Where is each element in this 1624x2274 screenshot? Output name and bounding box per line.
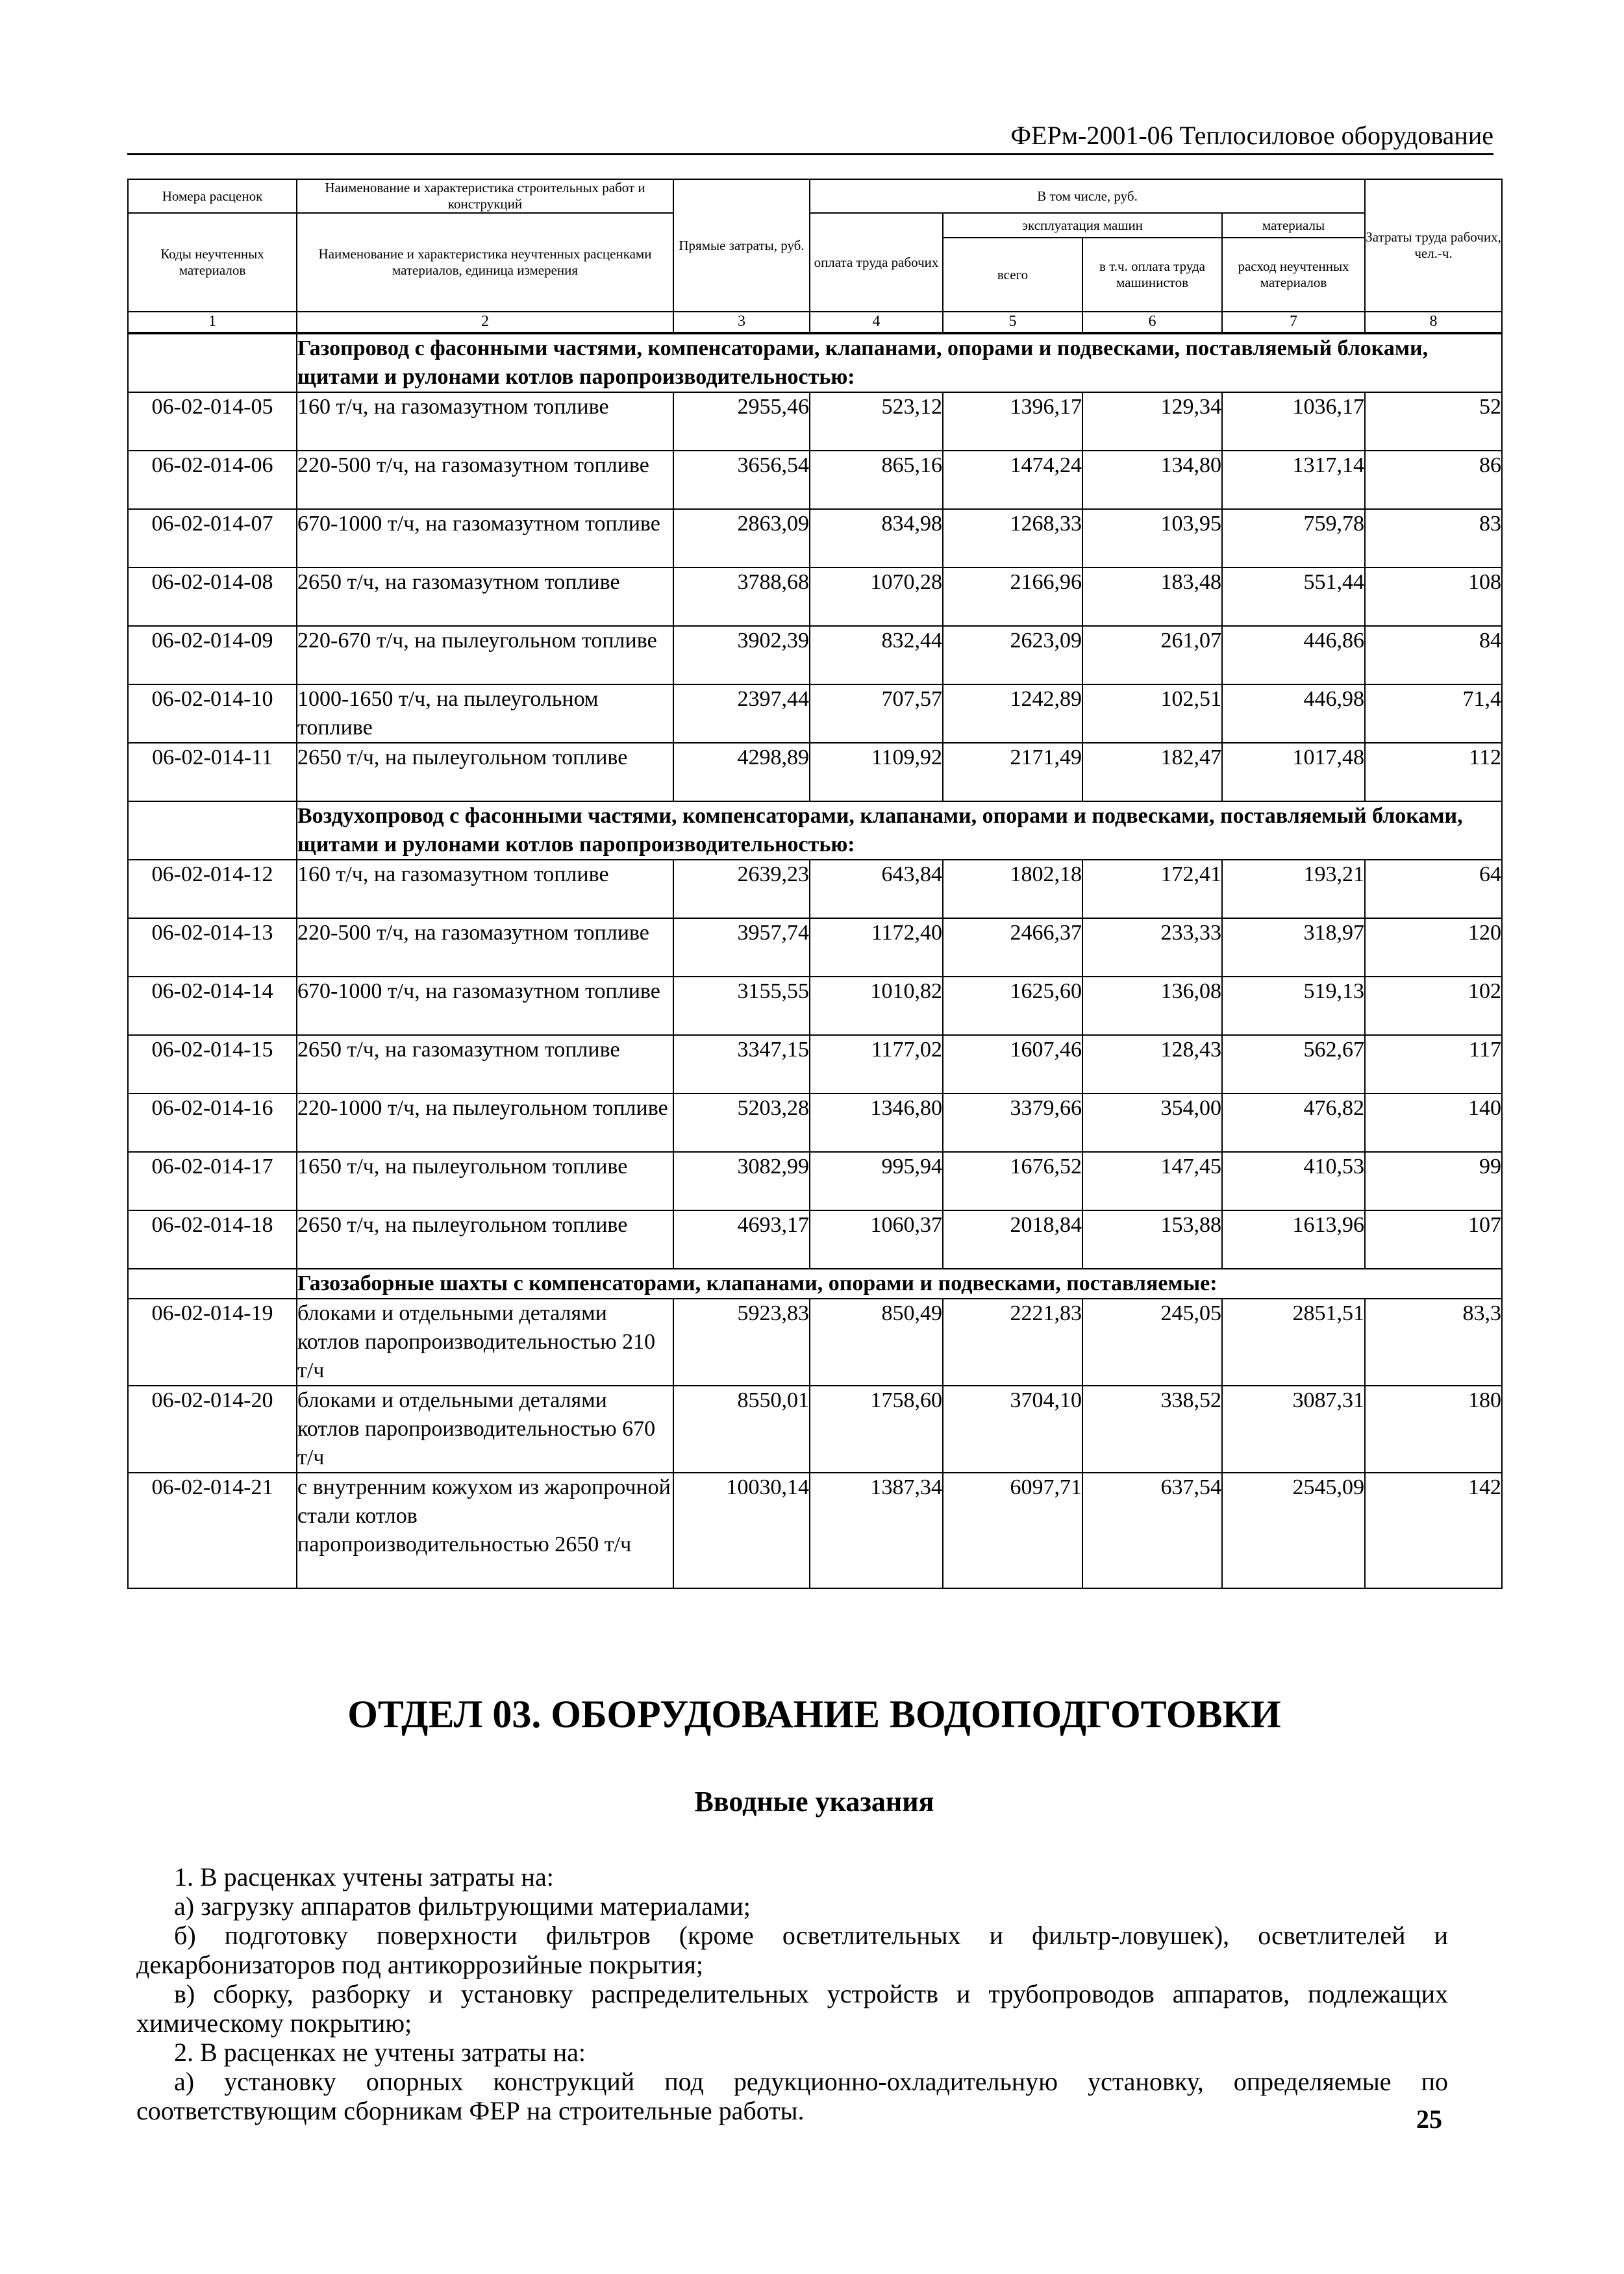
table-row xyxy=(128,977,1502,1035)
machinist-wages: 136,08 xyxy=(1082,977,1222,1035)
table-row xyxy=(128,509,1502,568)
table-row xyxy=(128,918,1502,977)
intro-paragraph: а) загрузку аппаратов фильтрующими материалами; xyxy=(174,1892,751,1921)
rate-code: 06-02-014-14 xyxy=(128,977,297,1035)
direct-costs: 8550,01 xyxy=(673,1386,810,1473)
machinist-wages: 338,52 xyxy=(1082,1386,1222,1473)
work-name: 160 т/ч, на газомазутном топливе xyxy=(297,392,673,451)
column-number: 7 xyxy=(1222,312,1365,333)
table-head xyxy=(128,179,1502,312)
direct-costs: 3957,74 xyxy=(673,918,810,977)
machine-costs: 1625,60 xyxy=(943,977,1082,1035)
labor-hours: 108 xyxy=(1365,568,1502,626)
table-row xyxy=(128,1152,1502,1210)
rate-code: 06-02-014-08 xyxy=(128,568,297,626)
section-row xyxy=(128,801,1502,860)
machine-costs: 3379,66 xyxy=(943,1093,1082,1152)
machinist-wages: 183,48 xyxy=(1082,568,1222,626)
table-row xyxy=(128,392,1502,451)
direct-costs: 3082,99 xyxy=(673,1152,810,1210)
rate-code: 06-02-014-11 xyxy=(128,743,297,801)
material-costs: 1317,14 xyxy=(1222,451,1365,509)
table-row xyxy=(128,1473,1502,1588)
head-group-total: В том числе, руб. xyxy=(810,179,1365,213)
table-row xyxy=(128,451,1502,509)
machinist-wages: 172,41 xyxy=(1082,860,1222,918)
machinist-wages: 245,05 xyxy=(1082,1299,1222,1386)
material-costs: 446,98 xyxy=(1222,684,1365,743)
labor-hours: 64 xyxy=(1365,860,1502,918)
table-row xyxy=(128,684,1502,743)
direct-costs: 10030,14 xyxy=(673,1473,810,1588)
direct-costs: 3902,39 xyxy=(673,626,810,684)
table-row xyxy=(128,1093,1502,1152)
intro-paragraph: 2. В расценках не учтены затраты на: xyxy=(174,2038,586,2067)
material-costs: 410,53 xyxy=(1222,1152,1365,1210)
head-group-machines: эксплуатация машин xyxy=(943,213,1222,238)
rate-code: 06-02-014-18 xyxy=(128,1210,297,1269)
machinist-wages: 637,54 xyxy=(1082,1473,1222,1588)
machine-costs: 1242,89 xyxy=(943,684,1082,743)
machinist-wages: 182,47 xyxy=(1082,743,1222,801)
work-name: блоками и отдельными деталями котлов паропроизводительностью 210 т/ч xyxy=(297,1299,673,1386)
labor-hours: 180 xyxy=(1365,1386,1502,1473)
machinist-wages: 129,34 xyxy=(1082,392,1222,451)
table-row xyxy=(128,1386,1502,1473)
work-name: 220-500 т/ч, на газомазутном топливе xyxy=(297,451,673,509)
direct-costs: 4693,17 xyxy=(673,1210,810,1269)
labor-hours: 52 xyxy=(1365,392,1502,451)
labor-wages: 995,94 xyxy=(810,1152,943,1210)
labor-wages: 1109,92 xyxy=(810,743,943,801)
column-number: 2 xyxy=(297,312,673,333)
direct-costs: 2955,46 xyxy=(673,392,810,451)
section-title: Воздухопровод с фасонными частями, компенсаторами, клапанами, опорами и подвесками, поставляемый блоками, щитами и рулонами котлов паропроизводительностью: xyxy=(297,801,1502,860)
direct-costs: 2397,44 xyxy=(673,684,810,743)
work-name: 2650 т/ч, на газомазутном топливе xyxy=(297,568,673,626)
material-costs: 551,44 xyxy=(1222,568,1365,626)
column-number: 6 xyxy=(1082,312,1222,333)
labor-hours: 86 xyxy=(1365,451,1502,509)
labor-hours: 112 xyxy=(1365,743,1502,801)
direct-costs: 3656,54 xyxy=(673,451,810,509)
material-costs: 446,86 xyxy=(1222,626,1365,684)
machinist-wages: 128,43 xyxy=(1082,1035,1222,1093)
machine-costs: 2466,37 xyxy=(943,918,1082,977)
machine-costs: 1268,33 xyxy=(943,509,1082,568)
head-col5: всего xyxy=(943,238,1082,312)
column-number: 4 xyxy=(810,312,943,333)
section-spacer xyxy=(128,1269,297,1299)
intro-body xyxy=(136,1862,1448,2125)
material-costs: 318,97 xyxy=(1222,918,1365,977)
column-number: 1 xyxy=(128,312,297,333)
rate-code: 06-02-014-07 xyxy=(128,509,297,568)
direct-costs: 3155,55 xyxy=(673,977,810,1035)
machine-costs: 2171,49 xyxy=(943,743,1082,801)
rate-code: 06-02-014-21 xyxy=(128,1473,297,1588)
intro-paragraph: 1. В расценках учтены затраты на: xyxy=(174,1862,554,1892)
column-number: 8 xyxy=(1365,312,1502,333)
rates-table-container xyxy=(127,179,1501,1589)
head-col7: расход неучтенных материалов xyxy=(1222,238,1365,312)
section-row xyxy=(128,1269,1502,1299)
labor-wages: 643,84 xyxy=(810,860,943,918)
machinist-wages: 354,00 xyxy=(1082,1093,1222,1152)
labor-hours: 83 xyxy=(1365,509,1502,568)
machinist-wages: 103,95 xyxy=(1082,509,1222,568)
material-costs: 2545,09 xyxy=(1222,1473,1365,1588)
work-name: 220-1000 т/ч, на пылеугольном топливе xyxy=(297,1093,673,1152)
rates-table xyxy=(127,179,1503,1589)
machinist-wages: 134,80 xyxy=(1082,451,1222,509)
machine-costs: 1474,24 xyxy=(943,451,1082,509)
work-name: 2650 т/ч, на газомазутном топливе xyxy=(297,1035,673,1093)
work-name: 1650 т/ч, на пылеугольном топливе xyxy=(297,1152,673,1210)
rate-code: 06-02-014-19 xyxy=(128,1299,297,1386)
head-col1-bottom: Коды неучтенных материалов xyxy=(128,213,297,312)
table-row xyxy=(128,743,1502,801)
rate-code: 06-02-014-17 xyxy=(128,1152,297,1210)
machine-costs: 1676,52 xyxy=(943,1152,1082,1210)
machine-costs: 2018,84 xyxy=(943,1210,1082,1269)
intro-title: Вводные указания xyxy=(694,1786,934,1818)
section-spacer xyxy=(128,801,297,860)
material-costs: 759,78 xyxy=(1222,509,1365,568)
labor-hours: 102 xyxy=(1365,977,1502,1035)
table-row xyxy=(128,568,1502,626)
labor-hours: 84 xyxy=(1365,626,1502,684)
rate-code: 06-02-014-16 xyxy=(128,1093,297,1152)
labor-wages: 707,57 xyxy=(810,684,943,743)
rate-code: 06-02-014-12 xyxy=(128,860,297,918)
machine-costs: 2623,09 xyxy=(943,626,1082,684)
material-costs: 1017,48 xyxy=(1222,743,1365,801)
material-costs: 476,82 xyxy=(1222,1093,1365,1152)
material-costs: 1613,96 xyxy=(1222,1210,1365,1269)
work-name: 2650 т/ч, на пылеугольном топливе xyxy=(297,743,673,801)
labor-wages: 865,16 xyxy=(810,451,943,509)
rate-code: 06-02-014-10 xyxy=(128,684,297,743)
work-name: 2650 т/ч, на пылеугольном топливе xyxy=(297,1210,673,1269)
machine-costs: 1607,46 xyxy=(943,1035,1082,1093)
direct-costs: 5203,28 xyxy=(673,1093,810,1152)
table-row xyxy=(128,860,1502,918)
work-name: 220-500 т/ч, на газомазутном топливе xyxy=(297,918,673,977)
machine-costs: 1802,18 xyxy=(943,860,1082,918)
head-col2-top: Наименование и характеристика строительных работ и конструкций xyxy=(297,179,673,213)
work-name: 220-670 т/ч, на пылеугольном топливе xyxy=(297,626,673,684)
labor-wages: 1346,80 xyxy=(810,1093,943,1152)
machine-costs: 2221,83 xyxy=(943,1299,1082,1386)
material-costs: 1036,17 xyxy=(1222,392,1365,451)
head-col4: оплата труда рабочих xyxy=(810,213,943,312)
rate-code: 06-02-014-20 xyxy=(128,1386,297,1473)
material-costs: 519,13 xyxy=(1222,977,1365,1035)
head-group-materials: материалы xyxy=(1222,213,1365,238)
table-row xyxy=(128,1210,1502,1269)
machinist-wages: 147,45 xyxy=(1082,1152,1222,1210)
labor-wages: 1060,37 xyxy=(810,1210,943,1269)
rate-code: 06-02-014-15 xyxy=(128,1035,297,1093)
direct-costs: 3347,15 xyxy=(673,1035,810,1093)
rate-code: 06-02-014-13 xyxy=(128,918,297,977)
labor-hours: 71,4 xyxy=(1365,684,1502,743)
labor-wages: 832,44 xyxy=(810,626,943,684)
table-body xyxy=(128,312,1502,1588)
labor-hours: 142 xyxy=(1365,1473,1502,1588)
labor-hours: 99 xyxy=(1365,1152,1502,1210)
labor-wages: 1172,40 xyxy=(810,918,943,977)
column-number: 5 xyxy=(943,312,1082,333)
rate-code: 06-02-014-09 xyxy=(128,626,297,684)
labor-wages: 1177,02 xyxy=(810,1035,943,1093)
labor-wages: 834,98 xyxy=(810,509,943,568)
work-name: 670-1000 т/ч, на газомазутном топливе xyxy=(297,977,673,1035)
machine-costs: 1396,17 xyxy=(943,392,1082,451)
labor-wages: 1758,60 xyxy=(810,1386,943,1473)
head-col6: в т.ч. оплата труда машинистов xyxy=(1082,238,1222,312)
work-name: 1000-1650 т/ч, на пылеугольном топливе xyxy=(297,684,673,743)
labor-wages: 850,49 xyxy=(810,1299,943,1386)
machinist-wages: 102,51 xyxy=(1082,684,1222,743)
work-name: 670-1000 т/ч, на газомазутном топливе xyxy=(297,509,673,568)
direct-costs: 5923,83 xyxy=(673,1299,810,1386)
machinist-wages: 233,33 xyxy=(1082,918,1222,977)
labor-wages: 523,12 xyxy=(810,392,943,451)
labor-wages: 1070,28 xyxy=(810,568,943,626)
labor-hours: 83,3 xyxy=(1365,1299,1502,1386)
intro-paragraph: а) установку опорных конструкций под редукционно-охладительную установку, определяемые по соответствующим сборникам ФЕР на строительные работы. xyxy=(136,2067,1448,2125)
column-number: 3 xyxy=(673,312,810,333)
column-numbers-row xyxy=(128,312,1502,333)
intro-paragraph: б) подготовку поверхности фильтров (кроме осветлительных и фильтр-ловушек), осветлителей и декарбонизаторов под антикоррозийные покрытия; xyxy=(136,1921,1448,1979)
work-name: с внутренним кожухом из жаропрочной стали котлов паропроизводительностью 2650 т/ч xyxy=(297,1473,673,1588)
labor-hours: 120 xyxy=(1365,918,1502,977)
machine-costs: 2166,96 xyxy=(943,568,1082,626)
labor-wages: 1387,34 xyxy=(810,1473,943,1588)
running-header xyxy=(127,119,1493,155)
section-spacer xyxy=(128,333,297,392)
head-col2-bottom: Наименование и характеристика неучтенных расценками материалов, единица измерения xyxy=(297,213,673,312)
material-costs: 2851,51 xyxy=(1222,1299,1365,1386)
labor-hours: 107 xyxy=(1365,1210,1502,1269)
direct-costs: 4298,89 xyxy=(673,743,810,801)
section-title: Газопровод с фасонными частями, компенсаторами, клапанами, опорами и подвесками, поставляемый блоками, щитами и рулонами котлов паропроизводительностью: xyxy=(297,333,1502,392)
intro-paragraph: в) сборку, разборку и установку распределительных устройств и трубопроводов аппаратов, подлежащих химическому покрытию; xyxy=(136,1979,1448,2038)
material-costs: 193,21 xyxy=(1222,860,1365,918)
section-row xyxy=(128,333,1502,392)
head-col1-top: Номера расценок xyxy=(128,179,297,213)
head-col3: Прямые затраты, руб. xyxy=(673,179,810,312)
rate-code: 06-02-014-06 xyxy=(128,451,297,509)
table-row xyxy=(128,1299,1502,1386)
material-costs: 562,67 xyxy=(1222,1035,1365,1093)
labor-hours: 117 xyxy=(1365,1035,1502,1093)
machine-costs: 6097,71 xyxy=(943,1473,1082,1588)
running-title: ФЕРм-2001-06 Теплосиловое оборудование xyxy=(1010,121,1493,150)
direct-costs: 2639,23 xyxy=(673,860,810,918)
direct-costs: 2863,09 xyxy=(673,509,810,568)
table-row xyxy=(128,1035,1502,1093)
department-title: ОТДЕЛ 03. ОБОРУДОВАНИЕ ВОДОПОДГОТОВКИ xyxy=(347,1693,1281,1736)
machine-costs: 3704,10 xyxy=(943,1386,1082,1473)
table-row xyxy=(128,626,1502,684)
rate-code: 06-02-014-05 xyxy=(128,392,297,451)
head-col8: Затраты труда рабочих, чел.-ч. xyxy=(1365,179,1502,312)
section-title: Газозаборные шахты с компенсаторами, клапанами, опорами и подвесками, поставляемые: xyxy=(297,1269,1502,1299)
labor-wages: 1010,82 xyxy=(810,977,943,1035)
machinist-wages: 153,88 xyxy=(1082,1210,1222,1269)
direct-costs: 3788,68 xyxy=(673,568,810,626)
work-name: 160 т/ч, на газомазутном топливе xyxy=(297,860,673,918)
material-costs: 3087,31 xyxy=(1222,1386,1365,1473)
page-number: 25 xyxy=(1416,2105,1442,2134)
labor-hours: 140 xyxy=(1365,1093,1502,1152)
machinist-wages: 261,07 xyxy=(1082,626,1222,684)
work-name: блоками и отдельными деталями котлов паропроизводительностью 670 т/ч xyxy=(297,1386,673,1473)
